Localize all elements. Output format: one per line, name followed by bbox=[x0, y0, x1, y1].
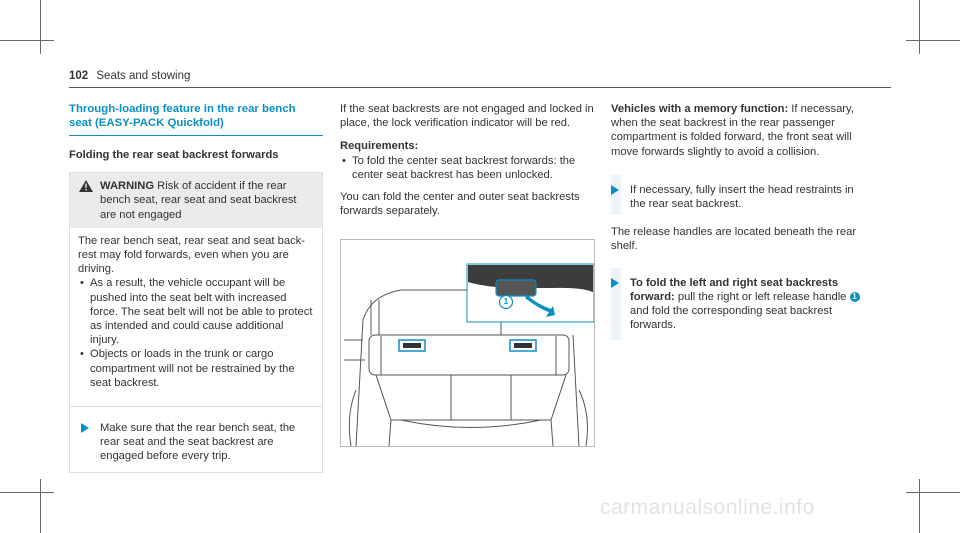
requirements-label: Requirements: bbox=[340, 140, 419, 153]
figure-callout-number: 1 bbox=[503, 297, 509, 306]
warning-box bbox=[69, 172, 323, 472]
warning-label: WARNING bbox=[100, 180, 155, 193]
crop-mark bbox=[40, 0, 41, 54]
crop-mark bbox=[0, 40, 54, 41]
heading-rule bbox=[69, 135, 323, 136]
step-text: If necessary, fully insert the head restraints in the rear seat backrest. bbox=[630, 183, 854, 211]
list-item: • To fold the center seat backrest forwards: the center seat backrest has been unlocked. bbox=[340, 154, 594, 182]
step-text-part: and fold the corresponding seat backrest forwards. bbox=[630, 305, 833, 332]
warning-note-text: Make sure that the rear bench seat, the rear seat and the seat backrest are engaged before every trip. bbox=[100, 422, 296, 463]
step-text-part: pull the right or left release handle bbox=[674, 290, 850, 303]
step-head-restraints bbox=[611, 175, 865, 215]
step-bar bbox=[611, 175, 621, 215]
warning-body bbox=[70, 228, 322, 396]
section-heading-line1: Through-loading feature in the rear bench bbox=[69, 103, 296, 115]
crop-mark bbox=[919, 0, 920, 54]
list-item: • As a result, the vehicle occupant will be pushed into the seat belt with increased force. The seat belt will not be able to protect as intended and could cause additional injury. bbox=[78, 276, 314, 347]
header-rule bbox=[69, 87, 891, 88]
memory-text: If necessary, when the seat backrest in the rear passenger compartment is folded forward, the front seat will move forwards slightly to avoid a collision. bbox=[611, 103, 854, 158]
running-header bbox=[69, 70, 190, 82]
section-heading bbox=[69, 102, 323, 130]
column-left bbox=[69, 102, 323, 473]
step-label: To fold the left and right seat backrests forward: bbox=[630, 276, 839, 303]
column-right bbox=[611, 102, 865, 340]
step-arrow-icon bbox=[81, 423, 89, 433]
requirements-list bbox=[340, 154, 594, 182]
step-arrow-icon bbox=[611, 185, 619, 195]
release-note: The release handles are located beneath the rear shelf. bbox=[611, 226, 857, 253]
warning-list bbox=[78, 276, 314, 390]
intro-paragraph: If the seat backrests are not engaged and locked in place, the lock verification indicator will be red. bbox=[340, 103, 594, 130]
watermark: carmanualsonline.info bbox=[600, 496, 815, 519]
warning-headline: Risk of accident if the rear bench seat, rear seat and seat backrest are not engaged bbox=[100, 180, 297, 221]
crop-mark bbox=[906, 492, 960, 493]
column-middle bbox=[340, 102, 594, 218]
warning-triangle-icon bbox=[79, 180, 93, 192]
step-arrow-icon bbox=[611, 278, 619, 288]
callout-badge: 1 bbox=[850, 292, 860, 302]
trunk-illustration bbox=[340, 239, 595, 447]
section-title: Seats and stowing bbox=[96, 70, 191, 82]
crop-mark bbox=[0, 492, 54, 493]
page-number: 102 bbox=[69, 70, 89, 82]
warning-note bbox=[70, 406, 322, 472]
step-text bbox=[630, 276, 865, 333]
fold-note: You can fold the center and outer seat backrests forwards separately. bbox=[340, 191, 580, 218]
crop-mark bbox=[919, 479, 920, 533]
warning-text: The rear bench seat, rear seat and seat back-rest may fold forwards, even when you are driving. bbox=[78, 234, 305, 276]
warning-header bbox=[70, 173, 322, 228]
section-heading-line2: seat (EASY-PACK Quickfold) bbox=[69, 117, 224, 129]
memory-paragraph bbox=[611, 102, 865, 159]
list-item: • Objects or loads in the trunk or cargo compartment will not be restrained by the seat backrest. bbox=[78, 347, 314, 390]
crop-mark bbox=[906, 40, 960, 41]
subheading: Folding the rear seat backrest forwards bbox=[69, 149, 279, 161]
crop-mark bbox=[40, 479, 41, 533]
step-fold-backrests bbox=[611, 268, 865, 341]
memory-label: Vehicles with a memory function: bbox=[611, 103, 789, 115]
rear-seat-drawing bbox=[341, 240, 594, 446]
